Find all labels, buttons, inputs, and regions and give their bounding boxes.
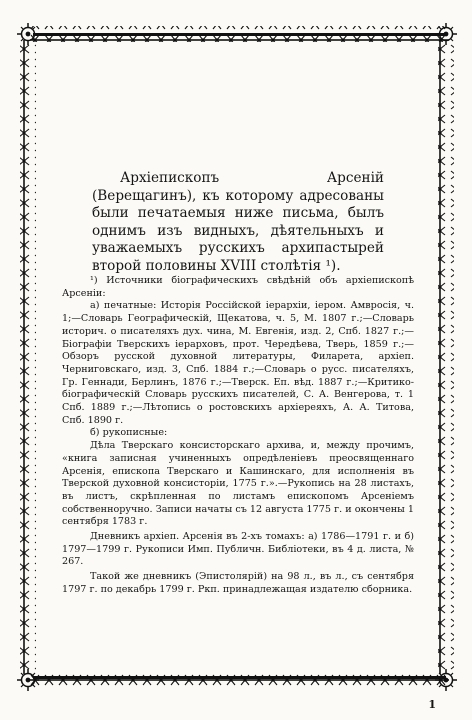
footnote	[62, 275, 414, 597]
footnote-manuscript-2: Дневникъ архіеп. Арсенія въ 2-хъ томахъ: а) 1786—1791 г. и б) 1797—1799 г. Рукописи Имп. Публичн. Библіотеки, въ 4 д. листа, № 267.	[62, 531, 414, 568]
footnote-manuscript-3: Такой же дневникъ (Эпистолярій) на 98 л., въ л., съ сентября 1797 г. по декабрь 1799 г. Ркп. принадлежащая издателю сборника.	[62, 571, 414, 595]
main-paragraph: Архіепископъ Арсеній (Верещагинъ), къ которому адресованы были печатаемыя ниже письма, былъ однимъ изъ видныхъ, дѣятельныхъ и уважаемыхъ русскихъ архипастырей второй половины XVIII столѣтія ¹).	[92, 170, 384, 274]
footnote-printed-sources: а) печатные: Исторія Россійской іерархіи, іером. Амвросія, ч. 1;—Словарь Географическій, Щекатова, ч. 5, М. 1807 г.;—Словарь историч. о писателяхъ дух. чина, М. Евгенія, изд. 2, Спб. 1827 г.;—Біографіи Тверскихъ іерарховъ, прот. Чередѣева, Тверь, 1859 г.;—Обзоръ русской духовной литературы, Филарета, архіеп. Черниговскаго, изд. 3, Спб. 1884 г.;—Словарь о русс. писателяхъ, Гр. Геннади, Берлинъ, 1876 г.;—Тверск. Еп. вѣд. 1887 г.;—Критико-біографическій Словарь русскихъ писателей, С. А. Венгерова, т. 1 Спб. 1889 г.;—Лѣтопись о ростовскихъ архіереяхъ, А. А. Титова, Спб. 1890 г.	[62, 300, 414, 426]
footnote-manuscript-1: Дѣла Тверскаго консисторскаго архива, и, между прочимъ, «книга записная учиненныхъ опредѣленіевъ преосвященнаго Арсенія, епископа Тверскаго и Кашинскаго, для исполненія въ Тверской духовной консисторіи, 1775 г.».—Рукопись на 28 листахъ, въ листъ, скрѣпленная по листамъ епископомъ Арсеніемъ собственноручно. Записи начаты съ 12 августа 1775 г. и окончены 1 сентября 1783 г.	[62, 440, 414, 528]
footnote-intro: ¹) Источники біографическихъ свѣдѣній объ архіепископѣ Арсеніи:	[62, 275, 414, 299]
page-number: 1	[428, 698, 436, 711]
footnote-manuscripts-heading: б) рукописные:	[90, 427, 168, 439]
